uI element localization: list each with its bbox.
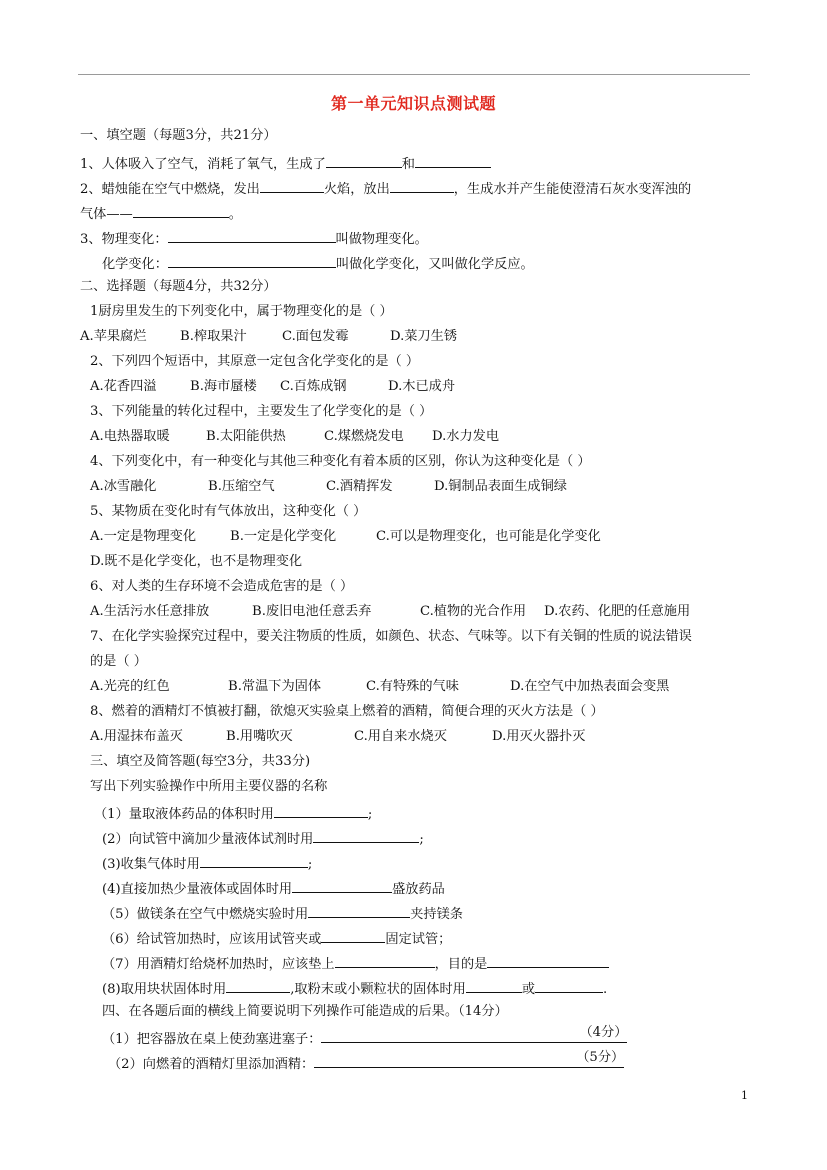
blank[interactable]: [133, 203, 229, 218]
fill-item-text: （1）量取液体药品的体积时用: [94, 807, 274, 822]
question-3-chem: [102, 253, 534, 274]
mc-option[interactable]: A.冰雪融化: [90, 479, 157, 494]
mc-option[interactable]: A.生活污水任意排放: [90, 604, 210, 619]
mc-option[interactable]: D.农药、化肥的任意施用: [544, 604, 691, 619]
question-2: [80, 178, 691, 199]
fill-item-text: (8)取用块状固体时用: [102, 982, 227, 997]
blank[interactable]: [308, 903, 410, 918]
mc-question-stem: 2、下列四个短语中，其原意一定包含化学变化的是（ ）: [90, 354, 420, 369]
q2-text: 2、蜡烛能在空气中燃烧，发出: [80, 182, 260, 197]
blank[interactable]: [535, 978, 603, 993]
q2-line2-end: 。: [228, 207, 242, 222]
fill-item-end: ;: [307, 857, 313, 872]
section1-heading: 一、填空题（每题3分，共21分）: [80, 128, 277, 143]
fill-item: [102, 878, 445, 899]
q2-mid: 火焰，放出: [323, 182, 390, 197]
mc-option[interactable]: C.有特殊的气味: [366, 679, 459, 694]
header-rule: [78, 74, 750, 75]
section2-heading: 二、选择题（每题4分，共32分）: [80, 279, 277, 294]
score-label: （5分）: [576, 1050, 625, 1065]
consequence-item: [102, 1025, 628, 1049]
mc-option[interactable]: C.煤燃烧发电: [324, 429, 404, 444]
mc-option[interactable]: D.水力发电: [432, 429, 500, 444]
fill-item-end: 固定试管；: [385, 932, 452, 947]
blank[interactable]: [292, 878, 392, 893]
question-2-line2: [80, 203, 242, 224]
mc-option[interactable]: B.海市蜃楼: [190, 379, 257, 394]
fill-item-text: (3)收集气体时用: [102, 857, 200, 872]
mc-option[interactable]: B.一定是化学变化: [230, 529, 337, 544]
blank[interactable]: [226, 978, 290, 993]
blank[interactable]: [321, 928, 385, 943]
fill-item: [102, 978, 607, 999]
blank[interactable]: [487, 953, 609, 968]
q2-end: ，生成水并产生能使澄清石灰水变浑浊的: [453, 182, 692, 197]
blank[interactable]: [466, 978, 522, 993]
mc-question-stem: 6、对人类的生存环境不会造成危害的是（ ）: [90, 579, 354, 594]
mc-option[interactable]: B.废旧电池任意丢弃: [252, 604, 372, 619]
blank[interactable]: [321, 1025, 628, 1043]
mc-option[interactable]: C.用自来水烧灭: [354, 729, 447, 744]
question-3: [80, 228, 428, 249]
fill-item-mid2: 或: [521, 982, 536, 997]
mc-option[interactable]: D.用灭火器扑灭: [492, 729, 586, 744]
mc-option[interactable]: C.植物的光合作用: [420, 604, 527, 619]
fill-item-mid: ，目的是: [434, 957, 488, 972]
mc-option[interactable]: D.木已成舟: [388, 379, 456, 394]
fill-item-end: 夹持镁条: [410, 907, 463, 922]
fill-item: [102, 828, 424, 849]
mc-option[interactable]: A.花香四溢: [90, 379, 157, 394]
mc-question-stem: 1厨房里发生的下列变化中，属于物理变化的是（ ）: [90, 304, 393, 319]
mc-option[interactable]: C.面包发霉: [282, 329, 349, 344]
fill-item-text: （5）做镁条在空气中燃烧实验时用: [102, 907, 309, 922]
blank[interactable]: [326, 153, 402, 168]
consequence-text: （2）向燃着的酒精灯里添加酒精：: [108, 1057, 315, 1072]
blank[interactable]: [260, 178, 324, 193]
fill-item-text: (4)直接加热少量液体或固体时用: [102, 882, 293, 897]
mc-option[interactable]: D.既不是化学变化，也不是物理变化: [90, 554, 303, 569]
q2-line2: 气体——: [80, 207, 133, 222]
blank[interactable]: [168, 228, 336, 243]
fill-item-end: ;: [419, 832, 424, 847]
mc-option[interactable]: D.铜制品表面生成铜绿: [434, 479, 567, 494]
mc-question-stem: 3、下列能量的转化过程中，主要发生了化学变化的是（ ）: [90, 404, 433, 419]
fill-item: [94, 803, 372, 824]
fill-item: [102, 903, 463, 924]
mc-option[interactable]: A.一定是物理变化: [90, 529, 197, 544]
mc-option[interactable]: B.太阳能供热: [206, 429, 286, 444]
mc-option[interactable]: A.光亮的红色: [90, 679, 170, 694]
mc-option[interactable]: C.酒精挥发: [326, 479, 393, 494]
blank[interactable]: [390, 178, 454, 193]
q3-chem-end: 叫做化学变化，又叫做化学反应。: [335, 257, 534, 272]
fill-item: [102, 928, 451, 949]
blank[interactable]: [335, 953, 435, 968]
blank[interactable]: [415, 153, 491, 168]
consequence-item: [108, 1050, 625, 1074]
fill-item-mid: ,取粉末或小颗粒状的固体时用: [290, 982, 466, 997]
blank[interactable]: [168, 253, 336, 268]
fill-item-end: .: [603, 982, 608, 997]
page-title: 第一单元知识点测试题: [330, 94, 496, 113]
mc-question-stem: 7、在化学实验探究过程中，要关注物质的性质，如颜色、状态、气味等。以下有关铜的性质的说法错误: [90, 629, 692, 644]
mc-option[interactable]: A.电热器取暖: [90, 429, 170, 444]
mc-question-stem: 5、某物质在变化时有气体放出，这种变化（ ）: [90, 504, 367, 519]
q3-chem-label: 化学变化：: [102, 257, 168, 272]
blank[interactable]: [314, 1050, 625, 1068]
section4-heading: 四、在各题后面的横线上简要说明下列操作可能造成的后果。（14分）: [102, 1004, 508, 1019]
fill-item-text: (2）向试管中滴加少量液体试剂时用: [102, 832, 314, 847]
fill-item-text: （6）给试管加热时，应该用试管夹或: [102, 932, 322, 947]
section3-heading: 三、填空及简答题(每空3分，共33分): [90, 754, 311, 769]
mc-option[interactable]: B.用嘴吹灭: [226, 729, 293, 744]
mc-option[interactable]: D.菜刀生锈: [390, 329, 458, 344]
mc-option[interactable]: B.常温下为固体: [228, 679, 322, 694]
mc-option[interactable]: C.可以是物理变化，也可能是化学变化: [376, 529, 601, 544]
mc-question-stem: 4、下列变化中，有一种变化与其他三种变化有着本质的区别，你认为这种变化是（ ）: [90, 454, 591, 469]
mc-question-stem: 8、燃着的酒精灯不慎被打翻，欲熄灭实验桌上燃着的酒精，简便合理的灭火方法是（ ）: [90, 704, 604, 719]
score-label: （4分）: [579, 1025, 628, 1040]
blank[interactable]: [313, 828, 419, 843]
fill-item-end: ;: [367, 807, 373, 822]
mc-option[interactable]: A.苹果腐烂: [80, 329, 147, 344]
mc-option[interactable]: D.在空气中加热表面会变黑: [510, 679, 670, 694]
q3-text: 3、物理变化：: [80, 232, 168, 247]
mc-option[interactable]: C.百炼成钢: [280, 379, 347, 394]
question-1: [80, 153, 491, 174]
consequence-text: （1）把容器放在桌上使劲塞进塞子：: [102, 1032, 322, 1047]
q1-text: 1、人体吸入了空气，消耗了氧气，生成了: [80, 157, 326, 172]
fill-item-end: 盛放药品: [392, 882, 445, 897]
blank[interactable]: [274, 803, 368, 818]
fill-item: [102, 853, 312, 874]
mc-question-stem-2: 的是（ ）: [90, 654, 147, 669]
q3-end: 叫做物理变化。: [335, 232, 428, 247]
page-number: 1: [741, 1089, 748, 1102]
q1-mid: 和: [401, 157, 415, 172]
section3-intro: 写出下列实验操作中所用主要仪器的名称: [90, 779, 328, 794]
mc-option[interactable]: B.压缩空气: [208, 479, 275, 494]
mc-option[interactable]: A.用湿抹布盖灭: [90, 729, 183, 744]
mc-option[interactable]: B.榨取果汁: [180, 329, 247, 344]
fill-item-text: （7）用酒精灯给烧杯加热时，应该垫上: [102, 957, 335, 972]
fill-item: [102, 953, 609, 974]
blank[interactable]: [200, 853, 308, 868]
